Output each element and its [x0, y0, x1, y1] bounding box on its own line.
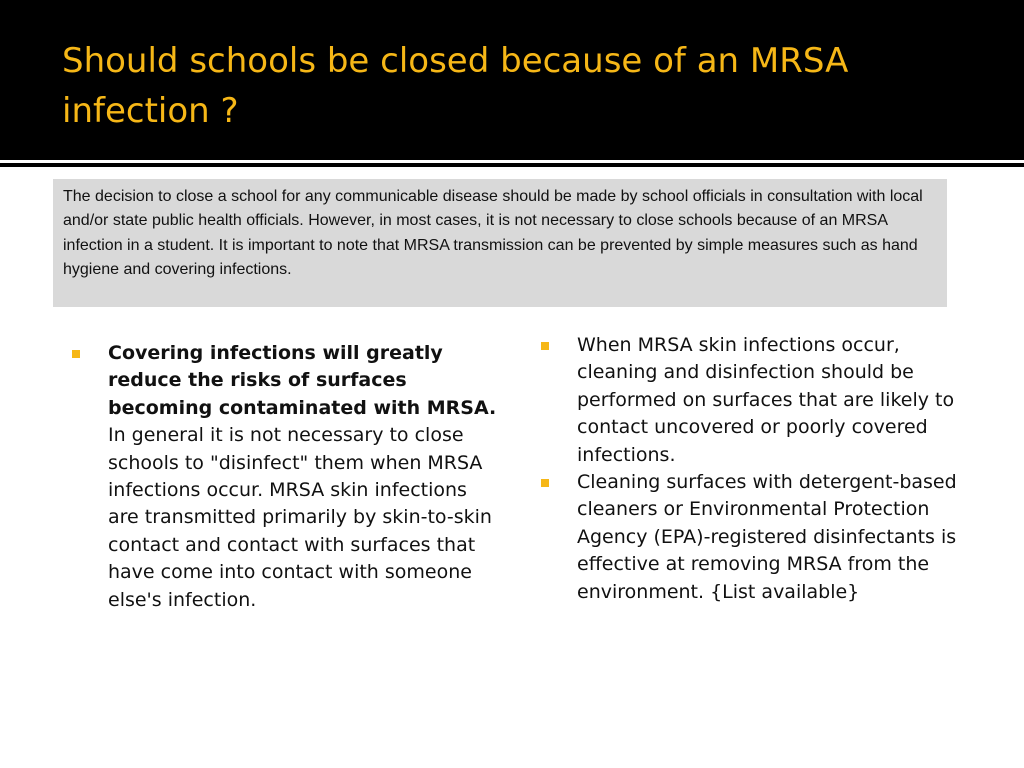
bullet-lead-text: Covering infections will greatly reduce the risks of surfaces becoming contaminated with MRSA.	[108, 342, 497, 419]
info-box: The decision to close a school for any communicable disease should be made by school officials in consultation with local and/or state public health officials. However, in most cases, it is not necessary to close schools because of an MRSA infection in a student. It is important to note that MRSA transmission can be prevented by simple measures such as hand hygiene and covering infections.	[53, 179, 947, 307]
left-bullet-list	[72, 340, 502, 614]
list-item	[72, 340, 502, 614]
slide-title: Should schools be closed because of an MRSA infection ?	[62, 41, 849, 131]
title-bar	[0, 0, 1024, 160]
title-divider	[0, 163, 1024, 167]
bullet-text: Cleaning surfaces with detergent-based cleaners or Environmental Protection Agency (EPA)-registered disinfectants is effective at removing MRSA from the environment. {List available}	[577, 471, 957, 603]
square-bullet-icon	[541, 479, 549, 487]
right-bullet-list	[541, 332, 981, 606]
square-bullet-icon	[72, 350, 80, 358]
bullet-text: When MRSA skin infections occur, cleaning and disinfection should be performed on surfaces that are likely to contact uncovered or poorly covered infections.	[577, 334, 955, 466]
list-item	[541, 332, 981, 469]
list-item	[541, 469, 981, 606]
square-bullet-icon	[541, 342, 549, 350]
bullet-body-text: In general it is not necessary to close schools to "disinfect" them when MRSA infections occur. MRSA skin infections are transmitted primarily by skin-to-skin contact and contact with surfaces that have come into contact with someone else's infection.	[108, 424, 492, 611]
